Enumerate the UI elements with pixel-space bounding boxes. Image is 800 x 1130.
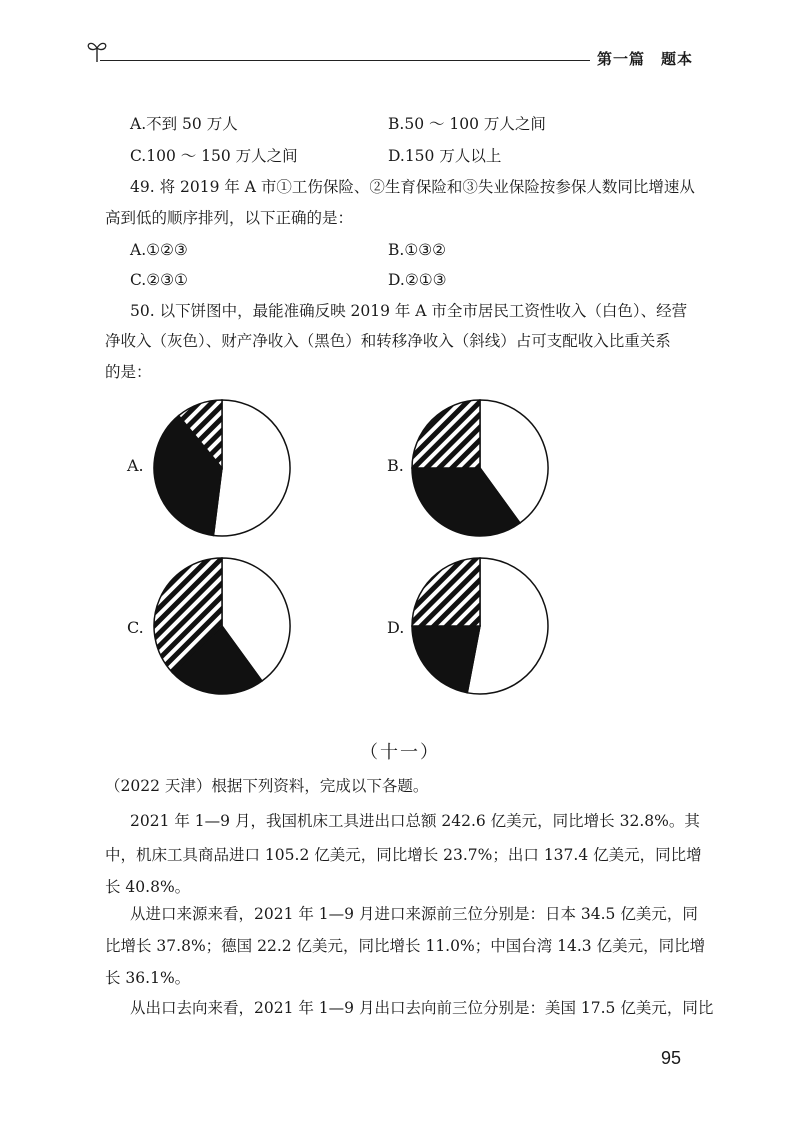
pie-slice-hatch <box>412 400 480 468</box>
pie-label-a: A. <box>127 456 144 475</box>
pie-slice-white <box>213 400 290 536</box>
pie-slice-hatch <box>412 558 480 626</box>
section-title: （十一） <box>360 742 440 763</box>
pie-a <box>154 400 290 536</box>
para-2-line-1: 从进口来源来看，2021 年 1—9 月进口来源前三位分别是：日本 34.5 亿美元，同 <box>130 905 698 923</box>
pie-label-b: B. <box>387 456 404 475</box>
pie-label-d: D. <box>387 618 405 637</box>
pie-slice-black <box>412 626 480 693</box>
option-c: C.100 ～ 150 万人之间 <box>130 147 298 165</box>
q50-line-2: 净收入（灰色）、财产净收入（黑色）和转移净收入（斜线）占可支配收入比重关系 <box>105 332 671 350</box>
section-intro: （2022 天津）根据下列资料，完成以下各题。 <box>105 777 429 795</box>
q49-line-1: 49. 将 2019 年 A 市①工伤保险、②生育保险和③失业保险按参保人数同比增速从 <box>130 178 695 196</box>
page-number: 95 <box>661 1048 682 1068</box>
option-d: D.150 万人以上 <box>388 147 502 165</box>
header-section-title: 第一篇 题本 <box>597 50 694 68</box>
para-1-line-2: 中，机床工具商品进口 105.2 亿美元，同比增长 23.7%；出口 137.4 亿美元，同比增 <box>105 846 702 864</box>
pie-b <box>412 400 548 536</box>
pie-d <box>412 558 548 694</box>
pie-label-c: C. <box>127 618 144 637</box>
para-3-line-1: 从出口去向来看，2021 年 1—9 月出口去向前三位分别是：美国 17.5 亿美元，同比 <box>130 999 714 1017</box>
para-1-line-3: 长 40.8%。 <box>105 878 191 896</box>
q49-option-d: D.②①③ <box>388 271 447 289</box>
pie-c <box>154 558 290 694</box>
q50-line-3: 的是： <box>105 363 152 381</box>
q49-option-a: A.①②③ <box>130 241 188 259</box>
q50-line-1: 50. 以下饼图中，最能准确反映 2019 年 A 市全市居民工资性收入（白色）、经营 <box>130 302 688 320</box>
para-2-line-2: 比增长 37.8%；德国 22.2 亿美元，同比增长 11.0%；中国台湾 14.3 亿美元，同比增 <box>105 937 706 955</box>
para-1-line-1: 2021 年 1—9 月，我国机床工具进出口总额 242.6 亿美元，同比增长 32.8%。其 <box>130 812 700 830</box>
para-2-line-3: 长 36.1%。 <box>105 969 191 987</box>
q49-option-b: B.①③② <box>388 241 447 259</box>
q49-option-c: C.②③① <box>130 271 188 289</box>
q49-line-2: 高到低的顺序排列，以下正确的是： <box>105 209 354 227</box>
option-b: B.50 ～ 100 万人之间 <box>388 115 546 133</box>
option-a: A.不到 50 万人 <box>130 115 238 133</box>
